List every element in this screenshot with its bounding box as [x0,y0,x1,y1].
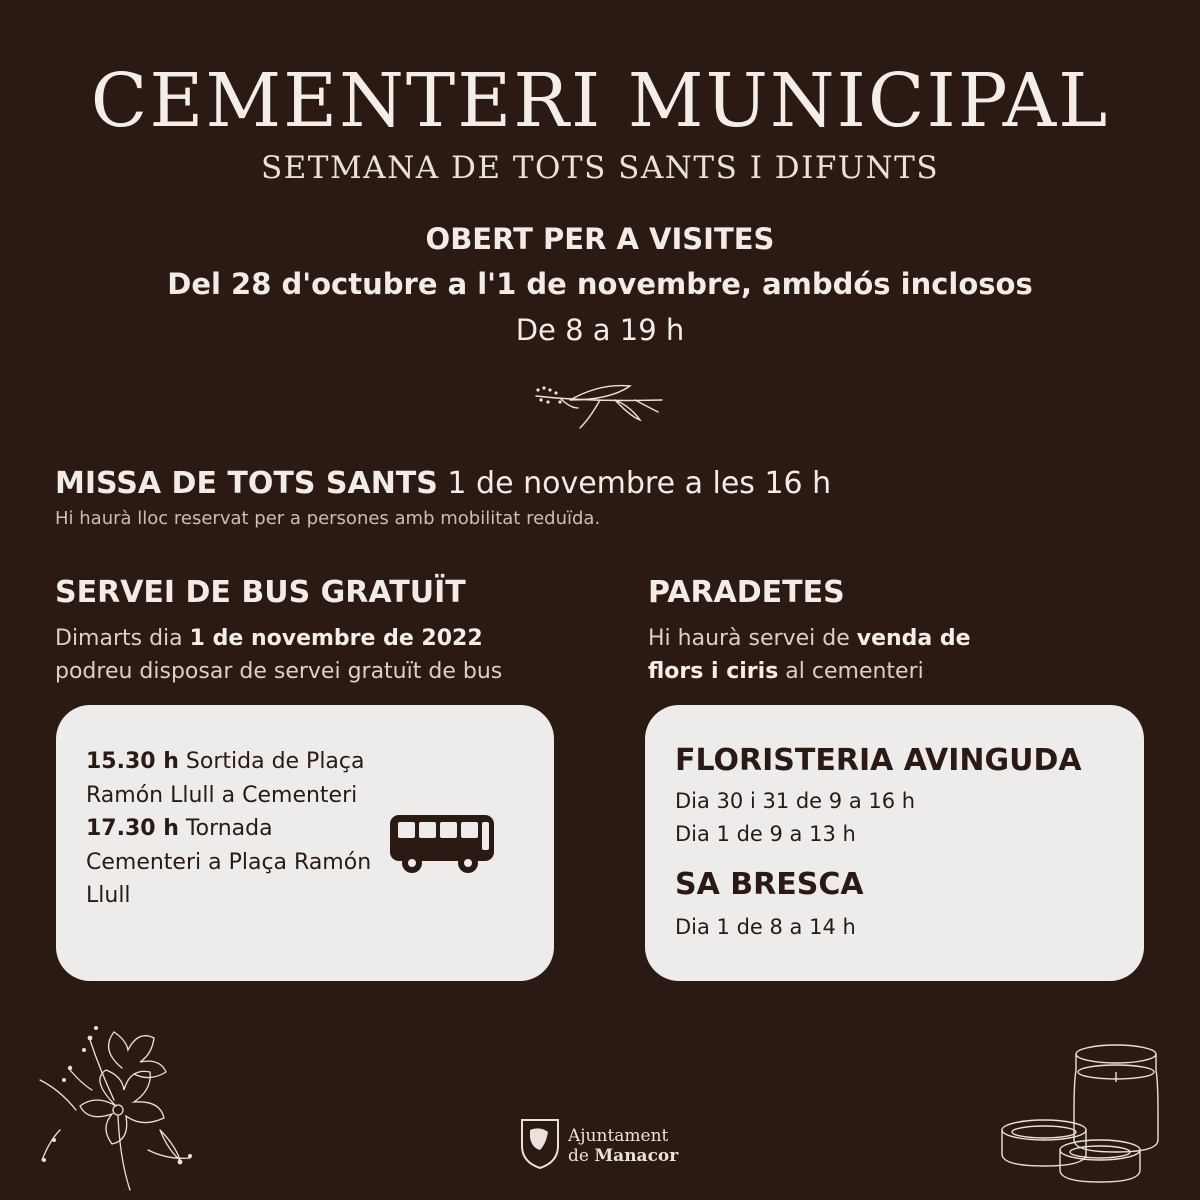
stalls-section-title: PARADETES [648,575,845,610]
logo-text [568,1126,678,1166]
stalls-desc-bold: venda de flors i ciris [648,626,971,684]
bus-section-title: SERVEI DE BUS GRATUÏT [55,575,466,610]
shop-name: FLORISTERIA AVINGUDA [675,743,1082,778]
logo-line2-bold: Manacor [594,1146,679,1166]
bus-departure-time: 15.30 h [86,749,179,774]
shop-hours [675,911,856,944]
bus-return-time: 17.30 h [86,816,179,841]
bus-icon [388,813,496,875]
ajuntament-logo [518,1112,708,1172]
bus-schedule-text [86,745,376,913]
bus-desc-prefix: Dimarts dia [55,626,190,651]
stalls-desc-suffix: al cementeri [778,659,924,684]
shop-hours [675,785,915,850]
logo-line1: Ajuntament [568,1126,669,1146]
shop-hours-line: Dia 1 de 8 a 14 h [675,915,856,939]
opening-title: OBERT PER A VISITES [425,222,775,256]
logo-line2 [568,1146,678,1166]
bus-schedule-card [56,705,554,981]
shop-name: SA BRESCA [675,867,864,902]
flowers-decoration-icon [30,1010,210,1195]
bus-return-text: Tornada Cementeri a Plaça Ramón Llull [86,816,372,908]
mass-line [55,466,831,501]
branch-ornament-icon [530,378,670,433]
mass-note: Hi haurà lloc reservat per a persones amb mobilitat reduïda. [55,508,601,529]
bus-desc-line2: podreu disposar de servei gratuït de bus [55,659,503,684]
logo-line2-prefix: de [568,1146,595,1166]
bus-departure-text: Sortida de Plaça Ramón Llull a Cementeri [86,749,365,808]
bus-desc-date: 1 de novembre de 2022 [189,626,483,651]
manacor-shield-icon [518,1116,562,1170]
candles-decoration-icon [998,1042,1173,1187]
bus-description [55,622,575,688]
opening-dates: Del 28 d'octubre a l'1 de novembre, ambdós inclosos [167,267,1033,301]
stalls-card [645,705,1144,981]
shop-hours-line: Dia 30 i 31 de 9 a 16 h [675,789,916,813]
stalls-desc-prefix: Hi haurà servei de [648,626,857,651]
page-subtitle: SETMANA DE TOTS SANTS I DIFUNTS [260,150,940,186]
opening-hours: De 8 a 19 h [515,313,685,347]
page-title: CEMENTERI MUNICIPAL [90,58,1110,144]
mass-title: MISSA DE TOTS SANTS [55,466,438,501]
shop-hours-line: Dia 1 de 9 a 13 h [675,821,856,846]
mass-time: 1 de novembre a les 16 h [437,466,832,501]
stalls-description [648,622,1008,688]
